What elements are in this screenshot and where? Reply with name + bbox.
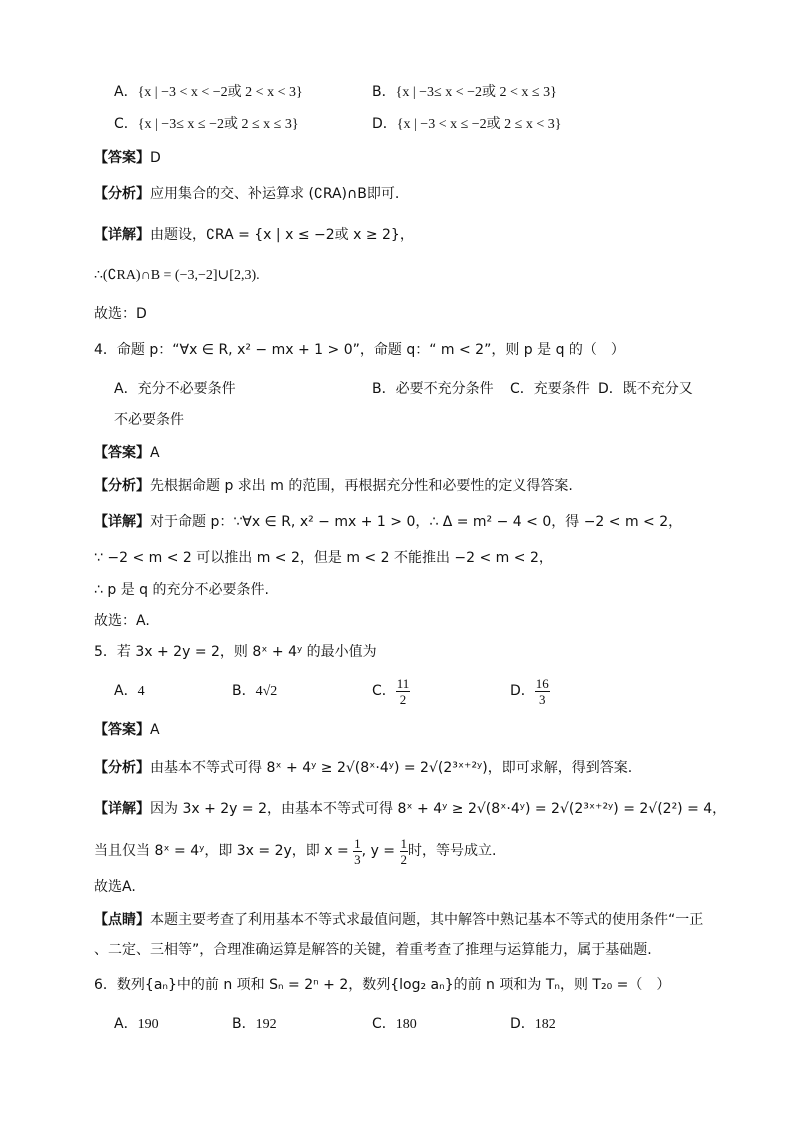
option-text: 4 xyxy=(137,684,145,699)
option-text: 既不充分又 xyxy=(622,381,693,397)
q4-answer xyxy=(94,443,160,463)
q6-option-b xyxy=(232,1014,277,1035)
denominator: 2 xyxy=(400,851,407,867)
q6-option-c xyxy=(372,1014,417,1035)
fraction xyxy=(396,676,411,707)
numerator: 1 xyxy=(354,835,361,851)
q4-detail-line2: ∵ −2 < m < 2 可以推出 m < 2，但是 m < 2 不能推出 −2 < m < 2， xyxy=(94,550,553,566)
detail-tag: 【详解】 xyxy=(94,227,150,243)
option-label: B． xyxy=(372,381,396,397)
detail-text-part: , y = xyxy=(361,843,400,859)
analysis-text: 应用集合的交、补运算求 (∁RA)∩B即可. xyxy=(150,186,400,202)
denominator: 3 xyxy=(539,691,546,707)
denominator: 2 xyxy=(399,691,407,707)
detail-text: 对于命题 p：∵∀x ∈ R, x² − mx + 1 > 0，∴ Δ = m² − 4 < 0，得 −2 < m < 2， xyxy=(150,514,683,530)
option-label: D． xyxy=(372,116,397,132)
detail-text: 由题设，∁RA = {x | x ≤ −2或 x ≥ 2}， xyxy=(150,227,414,243)
option-text: {x | −3 < x ≤ −2或 2 ≤ x < 3} xyxy=(396,117,562,132)
q3-detail-line2: ∴(∁RA)∩B = (−3,−2]∪[2,3). xyxy=(94,268,260,283)
analysis-tag: 【分析】 xyxy=(94,478,150,494)
analysis-text: 先根据命题 p 求出 m 的范围，再根据充分性和必要性的定义得答案. xyxy=(150,478,573,494)
q4-option-d xyxy=(598,379,693,399)
fraction xyxy=(535,676,550,707)
answer-tag: 【答案】 xyxy=(94,722,150,738)
q5-detail xyxy=(94,799,726,819)
q3-option-c xyxy=(114,114,299,135)
fraction-x xyxy=(353,836,362,867)
q4-analysis xyxy=(94,476,573,496)
q5-comment-line2: 、二定、三相等”，合理准确运算是解答的关键，着重考查了推理与运算能力，属于基础题. xyxy=(94,942,652,958)
option-label: A． xyxy=(114,1016,138,1032)
option-text: 充要条件 xyxy=(533,381,590,397)
option-label: D． xyxy=(598,381,623,397)
answer-value: A xyxy=(150,445,160,461)
option-text: 180 xyxy=(395,1017,417,1032)
q3-analysis xyxy=(94,184,399,204)
q6-option-d xyxy=(510,1014,556,1035)
answer-value: A xyxy=(150,722,160,738)
q5-option-b xyxy=(232,681,277,702)
option-label: B． xyxy=(232,1016,256,1032)
comment-text: 本题主要考查了利用基本不等式求最值问题，其中解答中熟记基本不等式的使用条件“一正 xyxy=(150,912,704,928)
option-label: B． xyxy=(232,683,256,699)
q5-comment xyxy=(94,910,703,930)
q4-stem: 4．命题 p：“∀x ∈ R, x² − mx + 1 > 0”，命题 q：“ m < 2”，则 p 是 q 的（ ） xyxy=(94,342,625,358)
option-label: D． xyxy=(510,683,535,699)
option-text: {x | −3≤ x ≤ −2或 2 ≤ x ≤ 3} xyxy=(137,117,299,132)
q3-choice: 故选：D xyxy=(94,306,147,322)
q5-option-a xyxy=(114,681,145,702)
option-text: 190 xyxy=(137,1017,159,1032)
option-label: A． xyxy=(114,683,138,699)
option-label: C． xyxy=(510,381,534,397)
q6-option-a xyxy=(114,1014,159,1035)
option-text: {x | −3 < x < −2或 2 < x < 3} xyxy=(137,85,303,100)
numerator: 16 xyxy=(535,675,549,691)
q3-detail xyxy=(94,225,414,245)
q4-choice: 故选：A. xyxy=(94,613,150,629)
option-label: A． xyxy=(114,381,138,397)
comment-tag: 【点睛】 xyxy=(94,912,150,928)
option-text: 充分不必要条件 xyxy=(137,381,236,397)
answer-tag: 【答案】 xyxy=(94,150,150,166)
q5-detail-line2 xyxy=(94,834,496,868)
analysis-tag: 【分析】 xyxy=(94,760,150,776)
detail-text-part: 当且仅当 8ˣ = 4ʸ，即 3x = 2y，即 x = xyxy=(94,843,354,859)
q5-option-d xyxy=(510,673,550,709)
option-label: B． xyxy=(372,84,396,100)
answer-value: D xyxy=(150,150,161,166)
option-text: 必要不充分条件 xyxy=(395,381,494,397)
detail-text: 因为 3x + 2y = 2，由基本不等式可得 8ˣ + 4ʸ ≥ 2√(8ˣ·4ʸ) = 2√(2³ˣ⁺²ʸ) = 2√(2²) = 4， xyxy=(150,801,727,817)
q3-option-d xyxy=(372,114,561,135)
option-label: D． xyxy=(510,1016,535,1032)
numerator: 11 xyxy=(396,675,410,691)
q5-option-c xyxy=(372,673,410,709)
option-text: 192 xyxy=(255,1017,277,1032)
option-label: C． xyxy=(372,1016,396,1032)
option-text: 4√2 xyxy=(255,684,278,699)
analysis-text: 由基本不等式可得 8ˣ + 4ʸ ≥ 2√(8ˣ·4ʸ) = 2√(2³ˣ⁺²ʸ)，即可求解，得到答案. xyxy=(150,760,633,776)
q4-option-b xyxy=(372,379,494,399)
analysis-tag: 【分析】 xyxy=(94,186,150,202)
q5-answer xyxy=(94,720,160,740)
option-label: C． xyxy=(372,683,396,699)
q4-option-c xyxy=(510,379,590,399)
q4-option-d-continued: 不必要条件 xyxy=(114,412,184,428)
q4-detail-line3: ∴ p 是 q 的充分不必要条件. xyxy=(94,582,269,598)
option-text: 182 xyxy=(534,1017,556,1032)
q4-detail xyxy=(94,512,682,532)
option-label: A． xyxy=(114,84,138,100)
denominator: 3 xyxy=(354,851,361,867)
q6-stem: 6．数列{aₙ}中的前 n 项和 Sₙ = 2ⁿ + 2，数列{log₂ aₙ}的前 n 项和为 Tₙ，则 T₂₀ =（ ） xyxy=(94,977,671,993)
option-text: {x | −3≤ x < −2或 2 < x ≤ 3} xyxy=(395,85,557,100)
numerator: 1 xyxy=(400,835,407,851)
answer-tag: 【答案】 xyxy=(94,445,150,461)
q3-option-b xyxy=(372,82,557,103)
detail-tag: 【详解】 xyxy=(94,801,150,817)
q5-analysis xyxy=(94,758,632,778)
q3-answer xyxy=(94,148,161,168)
detail-tag: 【详解】 xyxy=(94,514,150,530)
q4-option-a xyxy=(114,379,236,399)
fraction-y xyxy=(400,836,409,867)
q5-stem: 5．若 3x + 2y = 2，则 8ˣ + 4ʸ 的最小值为 xyxy=(94,644,377,660)
q3-option-a xyxy=(114,82,303,103)
q5-choice: 故选A. xyxy=(94,879,136,895)
detail-text-part: 时，等号成立. xyxy=(408,843,497,859)
option-label: C． xyxy=(114,116,138,132)
